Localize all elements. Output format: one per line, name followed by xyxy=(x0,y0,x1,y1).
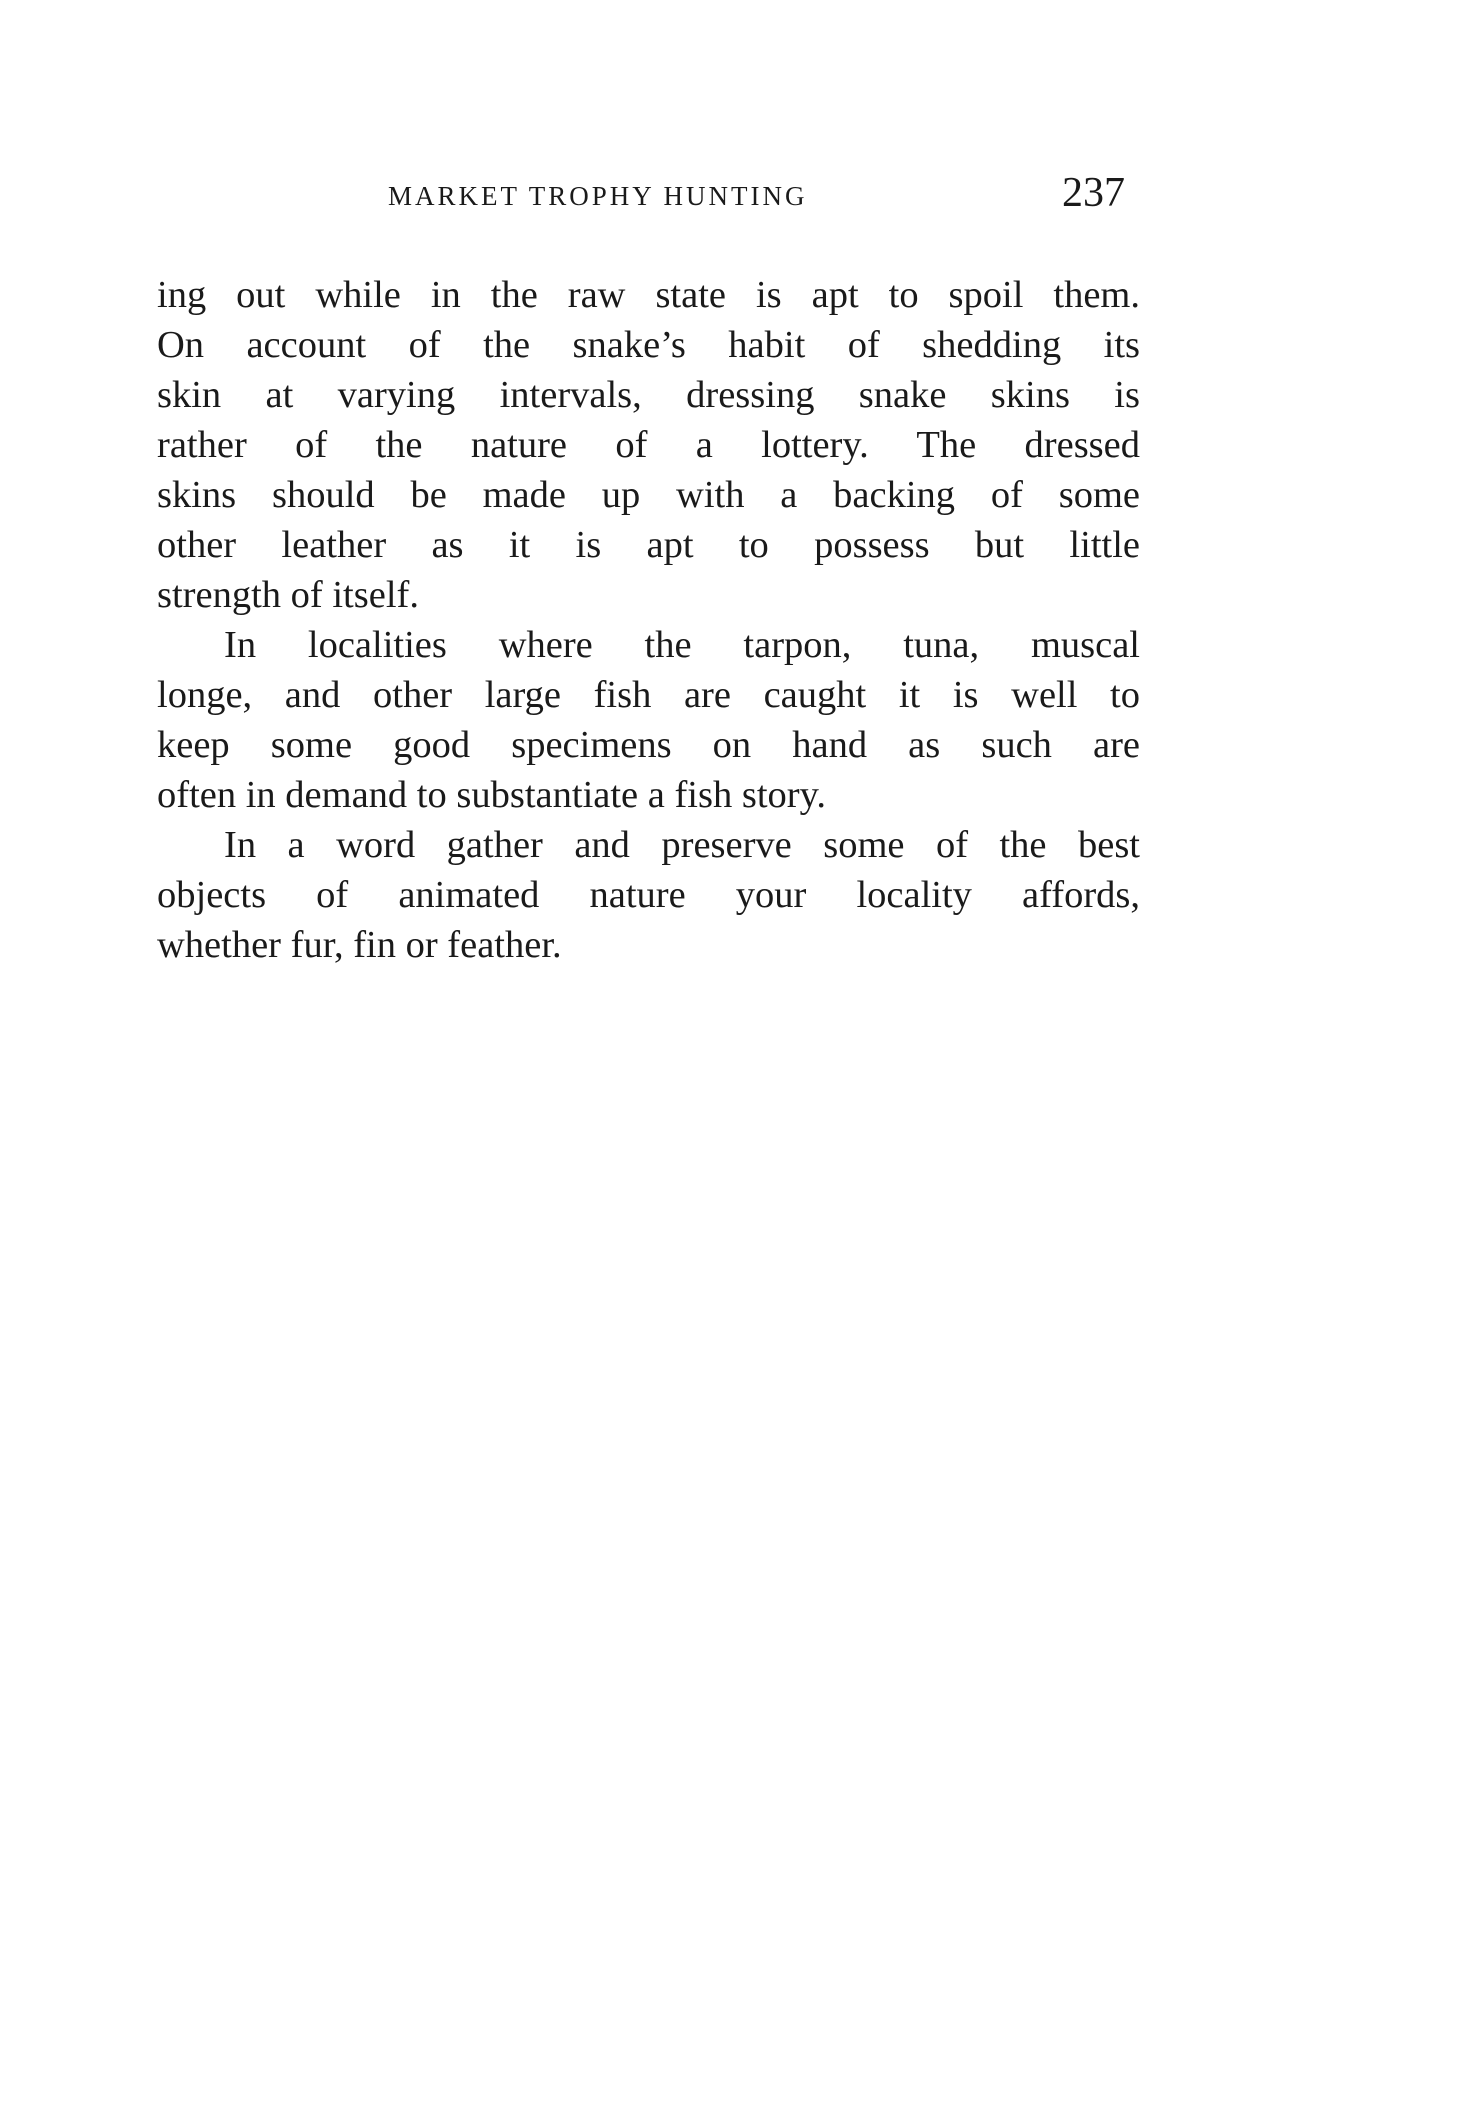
page-number: 237 xyxy=(1062,170,1125,216)
running-head-title: MARKET TROPHY HUNTING xyxy=(388,181,808,211)
paragraph-start-line: In localities where the tarpon, tuna, muscal xyxy=(224,624,1140,666)
text-line: skins should be made up with a backing of some xyxy=(157,474,1140,516)
text-line: ing out while in the raw state is apt to spoil them. xyxy=(157,274,1140,316)
text-line: On account of the snake’s habit of shedding its xyxy=(157,324,1140,366)
text-line: other leather as it is apt to possess but little xyxy=(157,524,1140,566)
body-text xyxy=(157,270,1140,970)
text-line: rather of the nature of a lottery. The dressed xyxy=(157,424,1140,466)
text-line: strength of itself. xyxy=(157,574,419,616)
text-line: often in demand to substantiate a fish story. xyxy=(157,774,826,816)
text-line: skin at varying intervals, dressing snake skins is xyxy=(157,374,1140,416)
text-line: whether fur, fin or feather. xyxy=(157,924,562,966)
paragraph-start-line: In a word gather and preserve some of the best xyxy=(224,824,1140,866)
text-line: objects of animated nature your locality affords, xyxy=(157,874,1140,916)
text-line: longe, and other large fish are caught it is well to xyxy=(157,674,1140,716)
text-line: keep some good specimens on hand as such are xyxy=(157,724,1140,766)
